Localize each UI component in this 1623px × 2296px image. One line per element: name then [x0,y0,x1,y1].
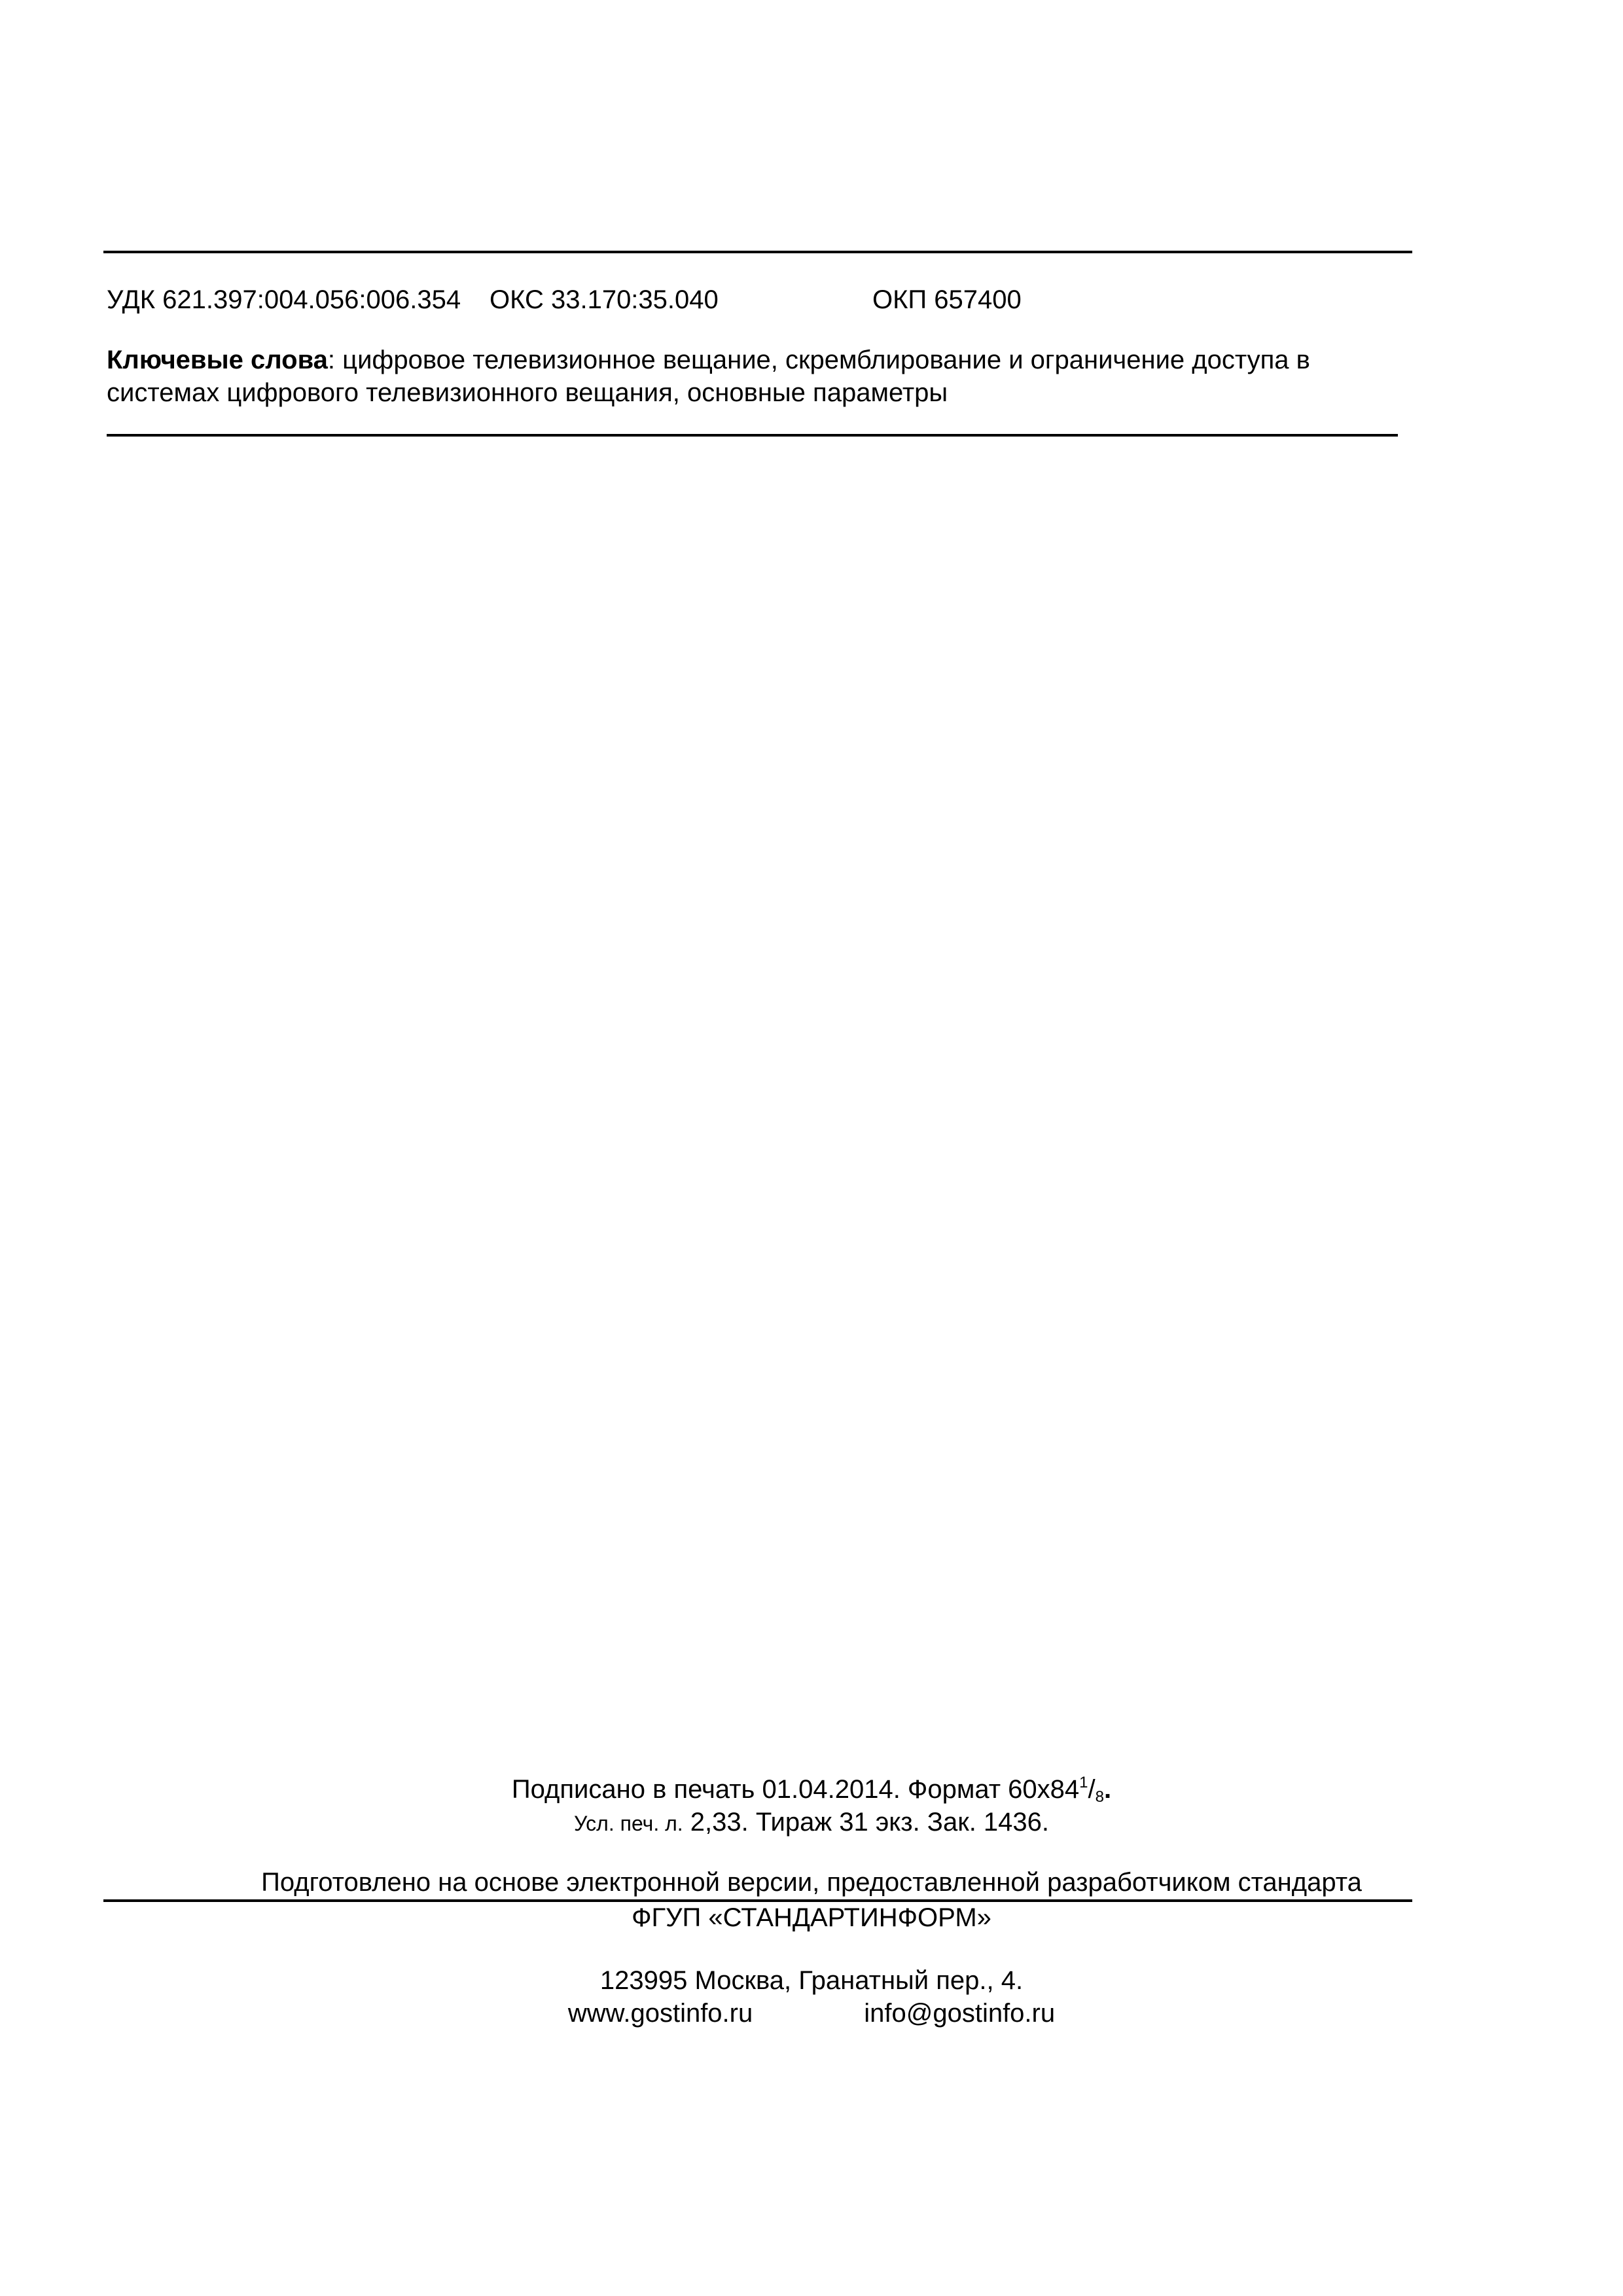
top-rule [103,251,1412,253]
keywords-rule [107,434,1398,437]
prepared-note: Подготовлено на основе электронной версии, предоставленной разработчиком стандарта [261,1868,1362,1897]
contacts-line [0,1998,1623,2029]
publisher-address: 123995 Москва, Гранатный пер., 4. [599,1966,1024,1995]
format-numerator: 1 [1079,1774,1088,1791]
website-link[interactable]: www.gostinfo.ru [567,1999,753,2028]
format-slash: / [1088,1775,1096,1804]
format-denominator: 8 [1095,1788,1104,1806]
usl-pech-label: Усл. печ. л. [573,1812,683,1835]
okp-code: ОКП 657400 [872,285,1022,314]
udk-code: УДК 621.397:004.056:006.354 [107,285,461,314]
publisher-name: ФГУП «СТАНДАРТИНФОРМ» [632,1903,991,1932]
keywords-label: Ключевые слова [107,346,328,374]
keywords-line-2: системах цифрового телевизионного вещания, основные параметры [107,378,948,407]
usl-pech-rest: 2,33. Тираж 31 экз. Зак. 1436. [683,1808,1050,1837]
oks-code: ОКС 33.170:35.040 [490,285,719,314]
print-run-line [0,1806,1623,1839]
keywords-line-1 [107,344,1310,376]
signed-text: Подписано в печать 01.04.2014. Формат 60х84 [511,1775,1080,1804]
format-end: . [1103,1775,1112,1804]
keywords-text-1: цифровое телевизионное вещание, скремблирование и ограничение доступа в [335,346,1310,374]
keywords-separator: : [327,346,336,374]
email-link[interactable]: info@gostinfo.ru [864,1999,1056,2028]
signed-line [0,1774,1623,1805]
